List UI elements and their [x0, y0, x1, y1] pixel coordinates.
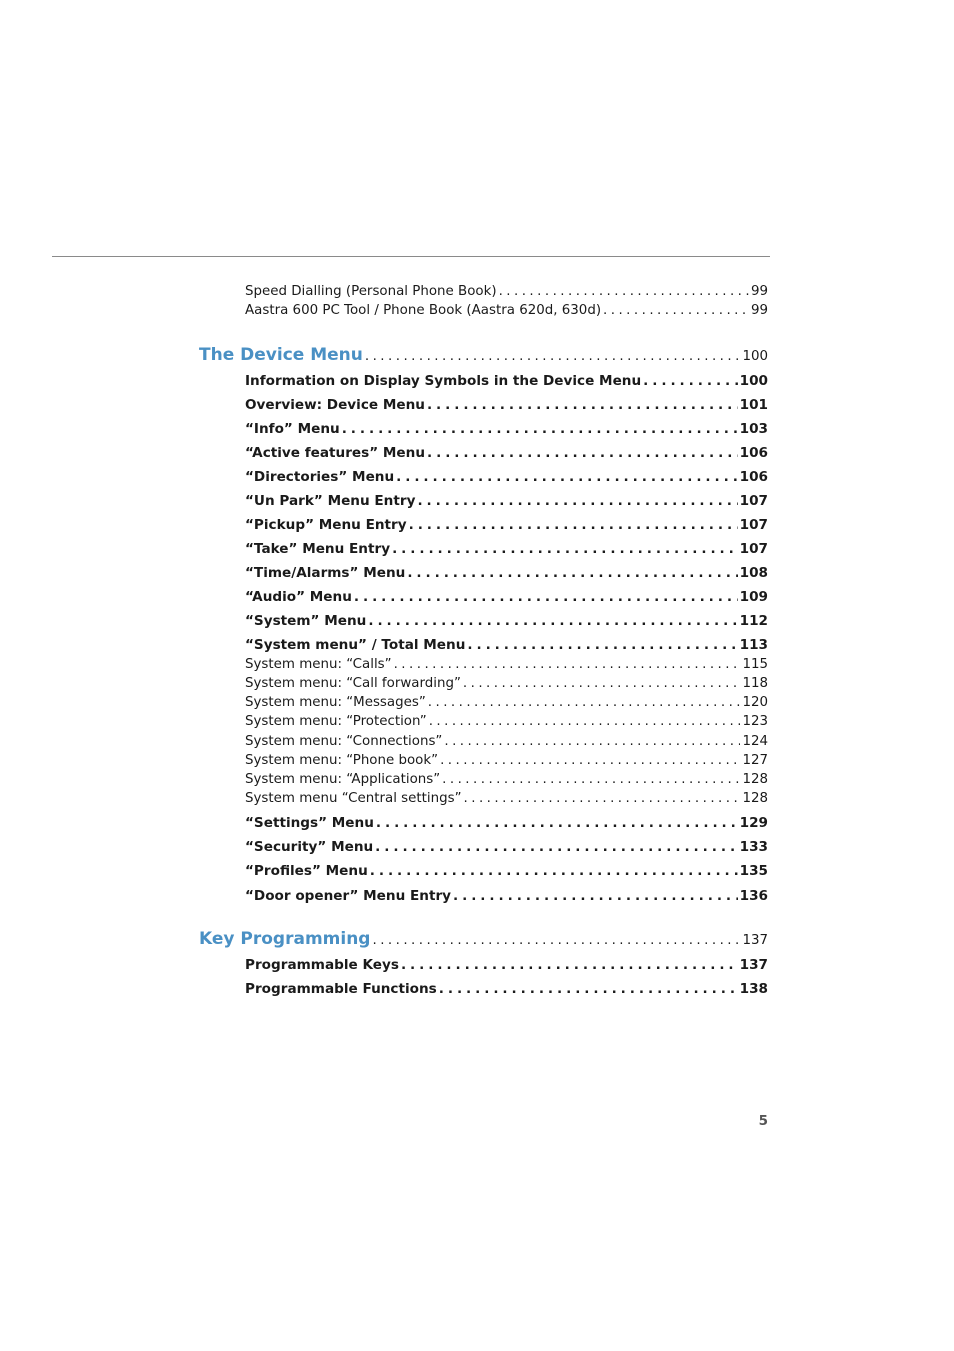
toc-chapter[interactable]: [199, 929, 768, 949]
toc-entry-page: 109: [739, 589, 768, 605]
toc-section[interactable]: [245, 613, 768, 629]
toc-entry-page: 118: [742, 676, 768, 691]
toc-entry-title: Overview: Device Menu: [245, 397, 425, 413]
leader-dots: [372, 933, 740, 948]
toc-entry-title: System menu: “Call forwarding”: [245, 676, 461, 691]
leader-dots: [643, 373, 737, 389]
toc-entry-page: 108: [739, 565, 768, 581]
toc-entry[interactable]: [245, 791, 768, 806]
toc-entry-page: 107: [739, 541, 768, 557]
toc-entry-title: System menu: “Messages”: [245, 695, 426, 710]
leader-dots: [440, 753, 740, 768]
leader-dots: [427, 445, 738, 461]
toc-entry-page: 106: [739, 445, 768, 461]
leader-dots: [442, 772, 740, 787]
toc-section[interactable]: [245, 589, 768, 605]
toc-entry-title: Aastra 600 PC Tool / Phone Book (Aastra 620d, 630d): [245, 303, 602, 318]
leader-dots: [407, 565, 737, 581]
leader-dots: [429, 714, 741, 729]
toc-section[interactable]: [245, 469, 768, 485]
toc-entry[interactable]: [245, 734, 768, 749]
toc-entry-page: 124: [742, 734, 768, 749]
toc-entry-page: 137: [742, 933, 768, 948]
toc-entry-title: Speed Dialling (Personal Phone Book): [245, 284, 497, 299]
toc-section[interactable]: [245, 517, 768, 533]
toc-section[interactable]: [245, 637, 768, 653]
toc-section[interactable]: [245, 839, 768, 855]
toc-entry-title: Programmable Keys: [245, 957, 399, 973]
toc-entry-title: System menu: “Phone book”: [245, 753, 439, 768]
toc-entry-page: 137: [739, 957, 768, 973]
toc-section[interactable]: [245, 863, 768, 879]
toc-section[interactable]: [245, 565, 768, 581]
toc-entry-title: Programmable Functions: [245, 981, 437, 997]
toc-entry-title: “Directories” Menu: [245, 469, 395, 485]
toc-entry-page: 135: [739, 863, 768, 879]
toc-section[interactable]: [245, 421, 768, 437]
leader-dots: [439, 981, 738, 997]
leader-dots: [444, 734, 740, 749]
leader-dots: [392, 541, 738, 557]
leader-dots: [499, 284, 749, 299]
toc-entry[interactable]: [245, 676, 768, 691]
leader-dots: [370, 863, 738, 879]
toc-section[interactable]: [245, 397, 768, 413]
leader-dots: [467, 637, 737, 653]
toc-section[interactable]: [245, 981, 768, 997]
toc-entry-title: “Profiles” Menu: [245, 863, 368, 879]
leader-dots: [368, 613, 737, 629]
leader-dots: [396, 469, 737, 485]
chapter-heading: The Device Menu: [199, 345, 363, 365]
toc-section[interactable]: [245, 815, 768, 831]
toc-entry[interactable]: [245, 714, 768, 729]
leader-dots: [427, 397, 738, 413]
toc-entry-page: 107: [739, 493, 768, 509]
toc-entry-title: “System menu” / Total Menu: [245, 637, 466, 653]
toc-entry[interactable]: [245, 657, 768, 672]
toc-entry-page: 138: [739, 981, 768, 997]
toc-entry-page: 99: [750, 303, 768, 318]
leader-dots: [453, 888, 738, 904]
toc-entry-page: 107: [739, 517, 768, 533]
toc-entry-title: “Info” Menu: [245, 421, 340, 437]
toc-entry-title: System menu: “Calls”: [245, 657, 392, 672]
toc-entry-page: 128: [742, 772, 768, 787]
toc-section[interactable]: [245, 957, 768, 973]
leader-dots: [409, 517, 738, 533]
leader-dots: [463, 676, 741, 691]
toc-entry-title: System menu “Central settings”: [245, 791, 462, 806]
toc-entry-page: 129: [739, 815, 768, 831]
toc-entry-title: “Take” Menu Entry: [245, 541, 391, 557]
toc-entry-title: System menu: “Applications”: [245, 772, 441, 787]
toc-entry-title: “Door opener” Menu Entry: [245, 888, 452, 904]
toc-entry-page: 100: [742, 349, 768, 364]
toc-entry-title: System menu: “Connections”: [245, 734, 443, 749]
toc-entry-page: 115: [742, 657, 768, 672]
leader-dots: [354, 589, 738, 605]
toc-entry-page: 112: [739, 613, 768, 629]
toc-entry-title: Information on Display Symbols in the Device Menu: [245, 373, 642, 389]
leader-dots: [394, 657, 741, 672]
toc-section[interactable]: [245, 493, 768, 509]
leader-dots: [342, 421, 738, 437]
toc-entry-page: 100: [739, 373, 768, 389]
toc-entry[interactable]: [245, 695, 768, 710]
toc-entry-page: 136: [739, 888, 768, 904]
toc-entry-title: “Settings” Menu: [245, 815, 374, 831]
toc-entry-page: 106: [739, 469, 768, 485]
toc-entry-page: 133: [739, 839, 768, 855]
page-number: 5: [758, 1113, 768, 1129]
toc-entry-page: 113: [739, 637, 768, 653]
toc-entry-page: 123: [742, 714, 768, 729]
toc-entry[interactable]: [245, 303, 768, 318]
toc-entry[interactable]: [245, 284, 768, 299]
leader-dots: [417, 493, 737, 509]
toc-entry-title: “Un Park” Menu Entry: [245, 493, 416, 509]
leader-dots: [464, 791, 741, 806]
leader-dots: [428, 695, 741, 710]
toc-entry-page: 128: [742, 791, 768, 806]
toc-section[interactable]: [245, 888, 768, 904]
toc-entry-page: 127: [742, 753, 768, 768]
toc-section[interactable]: [245, 373, 768, 389]
toc-entry-page: 103: [739, 421, 768, 437]
header-rule: [52, 256, 770, 257]
chapter-heading: Key Programming: [199, 929, 371, 949]
toc-entry-page: 101: [739, 397, 768, 413]
toc-entry-title: “System” Menu: [245, 613, 367, 629]
leader-dots: [365, 349, 741, 364]
toc-section[interactable]: [245, 541, 768, 557]
toc-entry[interactable]: [245, 753, 768, 768]
toc-entry-page: 120: [742, 695, 768, 710]
leader-dots: [376, 815, 738, 831]
toc-entry-title: “Pickup” Menu Entry: [245, 517, 407, 533]
leader-dots: [401, 957, 738, 973]
toc-chapter[interactable]: [199, 345, 768, 365]
toc-entry-title: “Active features” Menu: [245, 445, 425, 461]
toc-section[interactable]: [245, 445, 768, 461]
toc-entry[interactable]: [245, 772, 768, 787]
leader-dots: [375, 839, 737, 855]
toc-entry-page: 99: [750, 284, 768, 299]
toc-entry-title: “Audio” Menu: [245, 589, 352, 605]
leader-dots: [603, 303, 749, 318]
toc-entry-title: “Security” Menu: [245, 839, 374, 855]
toc-entry-title: System menu: “Protection”: [245, 714, 427, 729]
toc-entry-title: “Time/Alarms” Menu: [245, 565, 406, 581]
